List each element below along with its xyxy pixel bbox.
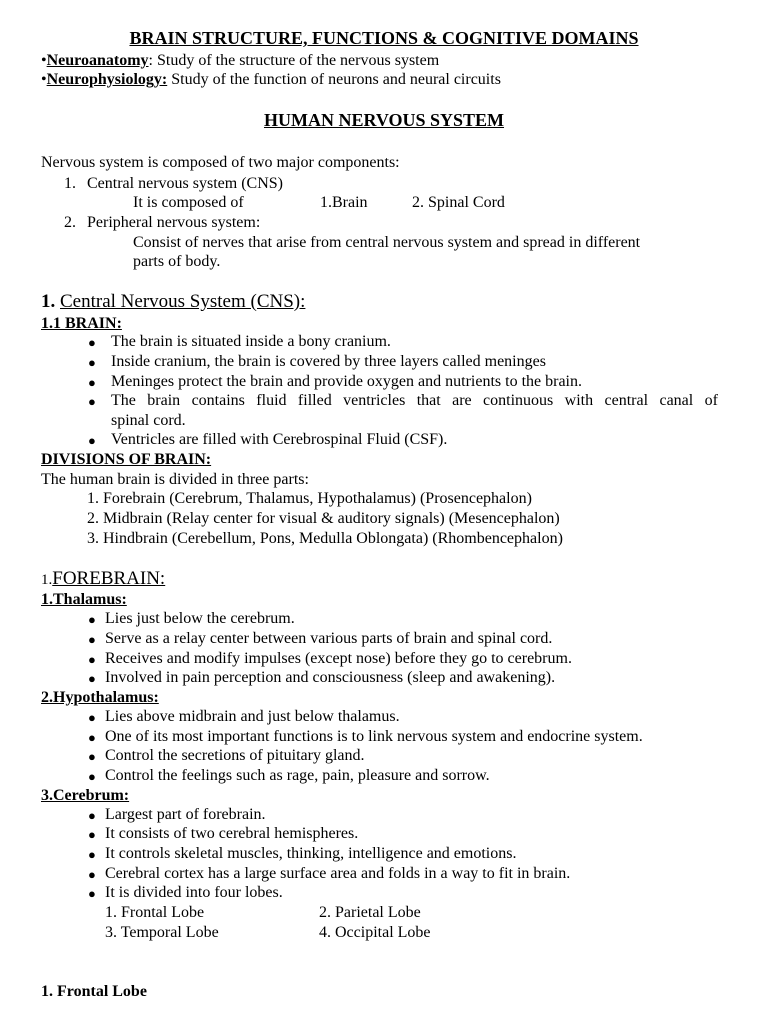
lobe-item: 1. Frontal Lobe	[105, 904, 205, 921]
hypothalamus-heading: 2.Hypothalamus:	[41, 689, 159, 706]
thalamus-heading: 1.Thalamus:	[41, 591, 127, 608]
word: continuous	[483, 392, 554, 409]
list-item: The brain is situated inside a bony cranium.	[111, 333, 391, 350]
bullet-icon: ●	[88, 632, 96, 647]
word: The	[111, 392, 136, 409]
bullet-icon: ●	[88, 433, 96, 448]
cns-heading	[41, 292, 305, 312]
bullet-icon: ●	[88, 652, 96, 667]
list-item: Involved in pain perception and consciousness (sleep and awakening).	[105, 669, 556, 686]
list-item: Control the feelings such as rage, pain, pleasure and sorrow.	[105, 767, 490, 784]
definition-bullet: •	[41, 71, 47, 88]
bullet-icon: ●	[88, 730, 96, 745]
bullet-icon: ●	[88, 827, 96, 842]
word: with	[564, 392, 594, 409]
word: canal	[659, 392, 694, 409]
component-num-1: 1.	[64, 175, 76, 192]
word: contains	[191, 392, 245, 409]
divisions-intro: The human brain is divided in three parts:	[41, 471, 309, 488]
definition-neurophysiology	[41, 70, 501, 90]
cns-heading-num: 1.	[41, 291, 56, 312]
bullet-icon: ●	[88, 612, 96, 627]
word: brain	[147, 392, 181, 409]
list-item-continuation: spinal cord.	[111, 412, 186, 429]
word: ventricles	[343, 392, 406, 409]
forebrain-num: 1.	[41, 572, 53, 588]
word: central	[604, 392, 649, 409]
word: of	[704, 392, 718, 409]
cns-heading-text: Central Nervous System (CNS):	[60, 291, 306, 312]
word: are	[452, 392, 472, 409]
forebrain-text: FOREBRAIN:	[52, 568, 166, 589]
brain-heading: 1.1 BRAIN:	[41, 315, 122, 332]
pns-description-line: parts of body.	[133, 253, 221, 270]
list-item: Control the secretions of pituitary gland.	[105, 747, 365, 764]
bullet-icon: ●	[88, 886, 96, 901]
bullet-icon: ●	[88, 847, 96, 862]
pns-description-line: Consist of nerves that arise from central nervous system and spread in different	[133, 234, 641, 251]
bullet-icon: ●	[88, 749, 96, 764]
divisions-heading: DIVISIONS OF BRAIN:	[41, 451, 212, 468]
list-item: Serve as a relay center between various parts of brain and spinal cord.	[105, 630, 553, 647]
list-item: One of its most important functions is to link nervous system and endocrine system.	[105, 728, 643, 745]
definition-sep: :	[148, 52, 153, 69]
list-item-justified	[111, 391, 718, 411]
division-item: 1. Forebrain (Cerebrum, Thalamus, Hypothalamus) (Prosencephalon)	[87, 490, 532, 507]
definition-neuroanatomy	[41, 51, 439, 71]
bullet-icon: ●	[88, 808, 96, 823]
list-item: Cerebral cortex has a large surface area and folds in a way to fit in brain.	[105, 865, 571, 882]
bullet-icon: ●	[88, 355, 96, 370]
division-item: 2. Midbrain (Relay center for visual & auditory signals) (Mesencephalon)	[87, 510, 560, 527]
list-item: It consists of two cerebral hemispheres.	[105, 825, 359, 842]
frontal-lobe-heading: 1. Frontal Lobe	[41, 983, 147, 1000]
list-item: Inside cranium, the brain is covered by three layers called meninges	[111, 353, 546, 370]
list-item: Receives and modify impulses (except nose) before they go to cerebrum.	[105, 650, 572, 667]
brain-component: 1.Brain	[320, 194, 368, 211]
spinal-component: 2. Spinal Cord	[412, 194, 505, 211]
bullet-icon: ●	[88, 769, 96, 784]
word: that	[416, 392, 441, 409]
definition-text: Study of the function of neurons and neural circuits	[167, 71, 501, 88]
list-item: Lies above midbrain and just below thalamus.	[105, 708, 400, 725]
definition-text: Study of the structure of the nervous system	[152, 52, 440, 69]
bullet-icon: ●	[88, 335, 96, 350]
term-neurophysiology: Neurophysiology:	[46, 71, 168, 88]
bullet-icon: ●	[88, 394, 96, 409]
lobe-item: 2. Parietal Lobe	[319, 904, 421, 921]
component-num-2: 2.	[64, 214, 76, 231]
lobe-item: 3. Temporal Lobe	[105, 924, 219, 941]
component-pns: Peripheral nervous system:	[87, 214, 261, 231]
list-item: Ventricles are filled with Cerebrospinal Fluid (CSF).	[111, 431, 448, 448]
word: filled	[297, 392, 332, 409]
forebrain-heading	[41, 569, 165, 590]
intro-text: Nervous system is composed of two major components:	[41, 154, 400, 171]
list-item: It is divided into four lobes.	[105, 884, 283, 901]
bullet-icon: ●	[88, 671, 96, 686]
bullet-icon: ●	[88, 375, 96, 390]
cerebrum-heading: 3.Cerebrum:	[41, 787, 130, 804]
definition-bullet: •	[41, 52, 47, 69]
component-cns: Central nervous system (CNS)	[87, 175, 283, 192]
composed-text: It is composed of	[133, 194, 244, 211]
division-item: 3. Hindbrain (Cerebellum, Pons, Medulla Oblongata) (Rhombencephalon)	[87, 530, 563, 547]
lobe-item: 4. Occipital Lobe	[319, 924, 431, 941]
list-item: It controls skeletal muscles, thinking, intelligence and emotions.	[105, 845, 517, 862]
bullet-icon: ●	[88, 867, 96, 882]
section-title: HUMAN NERVOUS SYSTEM	[263, 110, 505, 130]
word: fluid	[256, 392, 287, 409]
list-item: Lies just below the cerebrum.	[105, 610, 295, 627]
document-title: BRAIN STRUCTURE, FUNCTIONS & COGNITIVE DOMAINS	[129, 28, 639, 48]
term-neuroanatomy: Neuroanatomy	[46, 52, 149, 69]
list-item: Largest part of forebrain.	[105, 806, 266, 823]
list-item: Meninges protect the brain and provide oxygen and nutrients to the brain.	[111, 373, 582, 390]
bullet-icon: ●	[88, 710, 96, 725]
